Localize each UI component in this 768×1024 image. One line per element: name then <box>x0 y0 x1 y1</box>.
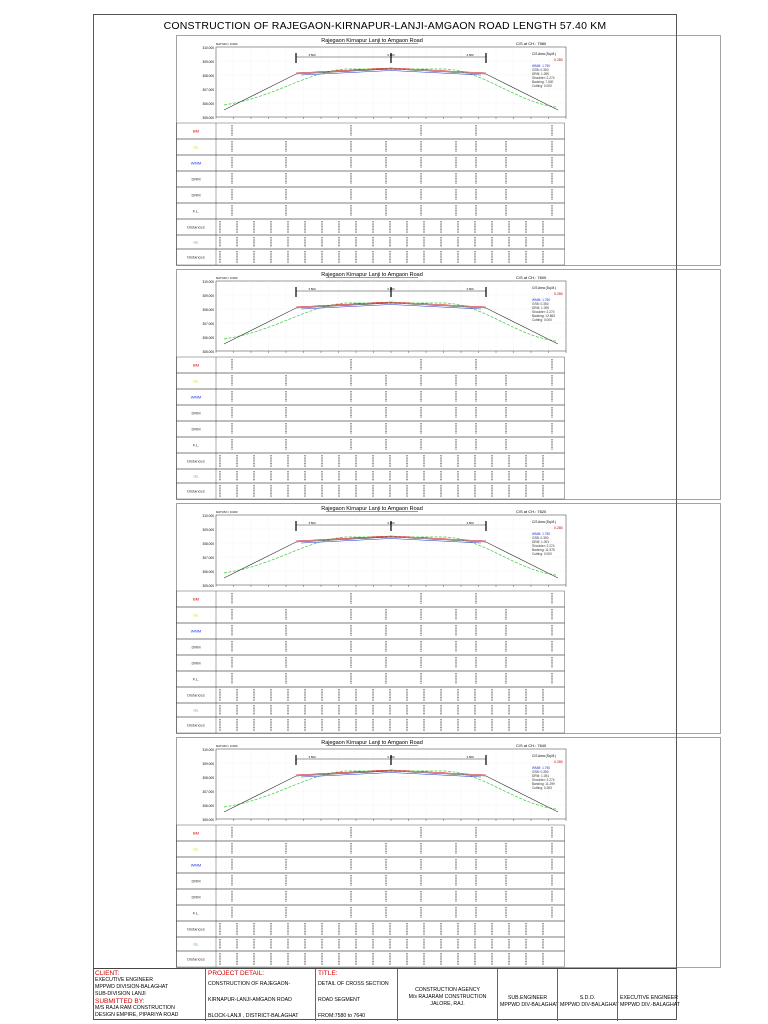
table-row <box>177 357 565 373</box>
area-top-value: 0.280 <box>554 292 563 296</box>
row-label: GL <box>193 144 199 150</box>
area-line: GSB: 0.350 <box>532 68 549 72</box>
table-row <box>177 591 565 607</box>
row-label: DRM <box>191 660 201 666</box>
y-tick-label: 310.000 <box>202 46 214 50</box>
y-tick-label: 306.000 <box>202 570 214 574</box>
area-line: Banking: 11.575 <box>532 548 555 552</box>
title-line: ROAD SEGMENT <box>318 997 361 1003</box>
area-line: Banking: 11.299 <box>532 782 555 786</box>
sheet-heading: Rajegaon Kirnapur Lanji to Amgaon Road <box>321 506 423 512</box>
executive-engineer-cell <box>617 969 680 1021</box>
row-label: DRM <box>191 410 201 416</box>
y-tick-label: 306.000 <box>202 804 214 808</box>
y-tick-label: 308.000 <box>202 308 214 312</box>
y-tick-label: 307.000 <box>202 556 214 560</box>
y-tick-label: 307.000 <box>202 322 214 326</box>
agency-line: CONSTRUCTION AGENCY <box>415 987 480 993</box>
datum-label: DATUM = 0.000 <box>216 510 238 514</box>
row-label: Distances <box>187 488 205 494</box>
row-label: BM <box>193 830 199 836</box>
width-label: 3.500 <box>466 755 474 759</box>
area-top-value: 0.280 <box>554 760 563 764</box>
table-row <box>177 717 565 733</box>
area-line: WMM: 1.750 <box>532 64 551 68</box>
row-label: F.L. <box>192 910 200 916</box>
row-label: BM <box>193 596 199 602</box>
row-label: F.L. <box>192 676 200 682</box>
row-label: DRM <box>191 176 201 182</box>
agency-line: M/s RAJARAM CONSTRUCTION <box>408 994 487 1000</box>
width-label: 3.500 <box>308 521 316 525</box>
table-row <box>177 825 565 841</box>
row-label: WMM <box>190 628 202 634</box>
project-line: BLOCK-LANJI , DISTRICT-BALAGHAT <box>208 1013 299 1019</box>
row-label: Distances <box>187 224 205 230</box>
executive-engineer-line: MPPWD DIV.-BALAGHAT <box>620 1002 680 1008</box>
row-label: Distances <box>187 254 205 260</box>
y-tick-label: 305.000 <box>202 350 214 354</box>
sheet-heading: Rajegaon Kirnapur Lanji to Amgaon Road <box>321 740 423 746</box>
datum-label: DATUM = 0.000 <box>216 42 238 46</box>
cross-section-sheet <box>176 35 748 267</box>
row-label: DRM <box>191 426 201 432</box>
title-line: DETAIL OF CROSS SECTION <box>318 981 389 987</box>
row-label: WMM <box>190 394 202 400</box>
width-label: 3.500 <box>308 755 316 759</box>
row-label: F.L. <box>192 442 200 448</box>
area-line: Banking: 12.863 <box>532 314 556 318</box>
row-label: Distances <box>187 458 205 464</box>
area-line: Banking: 7.000 <box>532 80 554 84</box>
row-label: Distances <box>187 956 205 962</box>
executive-engineer-line: EXECUTIVE ENGINEER <box>620 995 678 1001</box>
chainage-label: C/S at CH.: 7600 <box>516 275 547 280</box>
area-line: WMM: 1.750 <box>532 532 551 536</box>
sub-engineer-line: SUB.ENGINEER <box>507 995 548 1001</box>
table-row <box>177 235 565 249</box>
table-row <box>177 951 565 967</box>
table-row <box>177 703 565 717</box>
y-tick-label: 310.000 <box>202 514 214 518</box>
row-label: GL <box>193 378 199 384</box>
sub-engineer-line: MPPWD DIV-BALAGHAT <box>500 1002 559 1008</box>
row-label: WMM <box>190 160 202 166</box>
row-label: GL <box>193 239 199 245</box>
client-cell <box>93 969 205 1021</box>
table-row <box>177 249 565 265</box>
area-line: GSB: 0.350 <box>532 536 549 540</box>
width-label: 0.000 <box>387 521 395 525</box>
table-row <box>177 921 565 937</box>
row-label: Distances <box>187 692 205 698</box>
y-tick-label: 308.000 <box>202 776 214 780</box>
client-line: EXECUTIVE ENGINEER <box>95 977 153 983</box>
width-label: 0.000 <box>387 287 395 291</box>
row-label: GL <box>193 846 199 852</box>
area-line: Cutting: 0.000 <box>532 318 552 322</box>
area-line: Cutting: 0.000 <box>532 84 552 88</box>
y-tick-label: 307.000 <box>202 88 214 92</box>
client-line: MPPWD DIVISION-BALAGHAT <box>95 984 169 990</box>
area-line: Shoulder: 2.274 <box>532 310 555 314</box>
row-label: GL <box>193 707 199 713</box>
y-tick-label: 305.000 <box>202 584 214 588</box>
table-row <box>177 687 565 703</box>
row-label: GL <box>193 612 199 618</box>
width-label: 3.500 <box>466 53 474 57</box>
cross-section-sheet <box>176 503 748 735</box>
agency-cell <box>397 969 497 1021</box>
title-line: FROM:7580 to 7640 <box>318 1013 366 1019</box>
area-line: DRM: 1.090 <box>532 306 550 310</box>
submitted-line: M/S RAJA RAM CONSTRUCTION <box>95 1005 175 1011</box>
client-line: SUB-DIVISION LANJI <box>95 991 146 997</box>
datum-label: DATUM = 0.000 <box>216 744 238 748</box>
table-row <box>177 483 565 499</box>
project-cell <box>205 969 315 1021</box>
sheet-heading: Rajegaon Kirnapur Lanji to Amgaon Road <box>321 38 423 44</box>
width-label: 3.500 <box>466 287 474 291</box>
table-row <box>177 469 565 483</box>
chainage-label: C/S at CH.: 7620 <box>516 509 547 514</box>
y-tick-label: 309.000 <box>202 60 214 64</box>
project-line: KIRNAPUR-LANJI-AMGAON ROAD <box>208 997 292 1003</box>
area-line: Shoulder: 2.274 <box>532 76 555 80</box>
area-top-value: 0.280 <box>554 58 563 62</box>
area-line: DRM: 1.090 <box>532 72 550 76</box>
sdo-line: S.D.O. <box>579 995 596 1001</box>
table-row <box>177 123 565 139</box>
area-line: Cutting: 0.000 <box>532 552 552 556</box>
row-label: DRM <box>191 192 201 198</box>
y-tick-label: 309.000 <box>202 528 214 532</box>
row-label: F.L. <box>192 208 200 214</box>
row-label: Distances <box>187 926 205 932</box>
y-tick-label: 306.000 <box>202 336 214 340</box>
chainage-label: C/S at CH.: 7640 <box>516 743 547 748</box>
cross-section-sheet <box>176 737 748 969</box>
submitted-heading: SUBMITTED BY: <box>95 998 145 1005</box>
chainage-label: C/S at CH.: 7580 <box>516 41 547 46</box>
y-tick-label: 310.000 <box>202 748 214 752</box>
datum-label: DATUM = 0.000 <box>216 276 238 280</box>
y-tick-label: 308.000 <box>202 542 214 546</box>
y-tick-label: 305.000 <box>202 116 214 120</box>
drawing-title: CONSTRUCTION OF RAJEGAON-KIRNAPUR-LANJI-AMGAON ROAD LENGTH 57.40 KM <box>163 20 607 32</box>
area-line: Shoulder: 2.274 <box>532 544 555 548</box>
client-heading: CLIENT: <box>95 970 120 977</box>
y-tick-label: 309.000 <box>202 762 214 766</box>
table-row <box>177 453 565 469</box>
row-label: GL <box>193 473 199 479</box>
area-title: C/S Area (Sq.M.) <box>532 286 557 290</box>
area-line: Shoulder: 2.274 <box>532 778 555 782</box>
y-tick-label: 309.000 <box>202 294 214 298</box>
row-label: GL <box>193 941 199 947</box>
cross-section-sheet <box>176 269 748 501</box>
project-line: CONSTRUCTION OF RAJEGAON- <box>208 981 291 987</box>
y-tick-label: 306.000 <box>202 102 214 106</box>
width-label: 0.000 <box>387 755 395 759</box>
y-tick-label: 308.000 <box>202 74 214 78</box>
title-block <box>93 968 680 1021</box>
row-label: DRM <box>191 878 201 884</box>
sdo-cell <box>557 969 617 1021</box>
project-heading: PROJECT DETAIL: <box>208 970 265 977</box>
width-label: 0.000 <box>387 53 395 57</box>
area-title: C/S Area (Sq.M.) <box>532 754 557 758</box>
area-line: GSB: 0.350 <box>532 770 549 774</box>
area-title: C/S Area (Sq.M.) <box>532 520 557 524</box>
area-line: WMM: 1.750 <box>532 766 551 770</box>
row-label: Distances <box>187 722 205 728</box>
width-label: 3.500 <box>308 287 316 291</box>
row-label: BM <box>193 362 199 368</box>
area-line: DRM: 1.091 <box>532 774 550 778</box>
sub-engineer-cell <box>497 969 557 1021</box>
table-row <box>177 937 565 951</box>
area-line: GSB: 0.350 <box>532 302 549 306</box>
y-tick-label: 310.000 <box>202 280 214 284</box>
agency-line: JALORE, RAJ. <box>430 1001 465 1007</box>
row-label: DRM <box>191 644 201 650</box>
submitted-line: DESIGN EMPIRE, PIPARIYA ROAD <box>95 1012 179 1018</box>
title-heading: TITLE: <box>318 970 338 977</box>
width-label: 3.500 <box>466 521 474 525</box>
sheet-heading: Rajegaon Kirnapur Lanji to Amgaon Road <box>321 272 423 278</box>
table-row <box>177 219 565 235</box>
row-label: BM <box>193 128 199 134</box>
row-label: WMM <box>190 862 202 868</box>
title-cell <box>315 969 397 1021</box>
area-line: Cutting: 0.283 <box>532 786 552 790</box>
area-line: WMM: 1.750 <box>532 298 551 302</box>
area-line: DRM: 1.091 <box>532 540 550 544</box>
area-top-value: 0.280 <box>554 526 563 530</box>
sdo-line: MPPWD DIV-BALAGHAT <box>560 1002 619 1008</box>
y-tick-label: 307.000 <box>202 790 214 794</box>
width-label: 3.500 <box>308 53 316 57</box>
area-title: C/S Area (Sq.M.) <box>532 52 557 56</box>
y-tick-label: 305.000 <box>202 818 214 822</box>
row-label: DRM <box>191 894 201 900</box>
